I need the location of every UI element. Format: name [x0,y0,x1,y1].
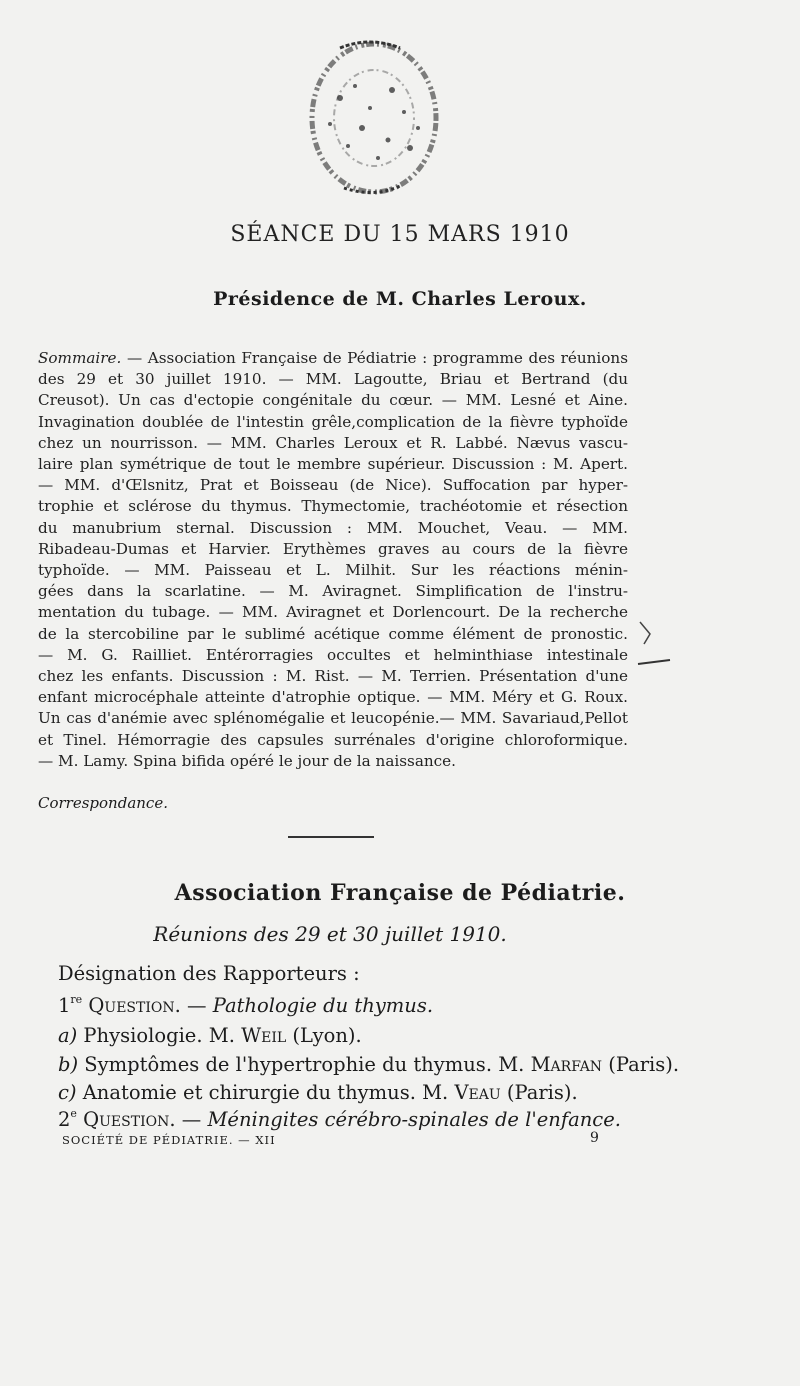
summary-line [38,645,628,666]
question-1-dash: — [180,994,213,1017]
summary-text: du manubrium sternal. Discussion : MM. Mouchet, Veau. — MM. [38,518,628,537]
summary-line [38,518,628,539]
library-stamp [300,28,450,200]
summary-text: — Association Française de Pédiatrie : programme des réunions [121,349,628,367]
question-2-sup: e [70,1106,77,1120]
summary-line [38,369,628,390]
session-title: SÉANCE DU 15 MARS 1910 [230,222,570,247]
designation-heading: Désignation des Rapporteurs : [58,962,360,985]
item-c-letter: c) [58,1081,77,1104]
correspondance-heading: Correspondance. [38,794,168,812]
question-1 [58,994,433,1017]
association-title: Association Française de Pédiatrie. [174,880,626,906]
summary-line [38,581,628,602]
summary-line [38,496,628,517]
question-2-number: 2 [58,1108,71,1131]
summary-text: Un cas d'anémie avec splénomégalie et leucopénie.— MM. Savariaud,Pellot [38,709,628,728]
summary-text: et Tinel. Hémorragie des capsules surrénales d'origine chloroformique. [38,730,628,749]
summary-line [38,412,628,433]
presidence-heading: Présidence de M. Charles Leroux. [213,288,587,310]
item-c [58,1081,578,1104]
summary-text: de la stercobiline par le sublimé acétique comme élément de pronostic. [38,624,628,643]
question-1-label: Question. [88,994,181,1017]
item-a-place: (Lyon). [286,1024,362,1047]
summary-line [38,454,628,475]
summary-text: mentation du tubage. — MM. Aviragnet et Dorlencourt. De la recherche [38,603,628,622]
item-b-name: Marfan [530,1053,603,1076]
summary-paragraph [38,348,628,772]
summary-line [38,624,628,645]
item-c-text: Anatomie et chirurgie du thymus. M. [76,1081,455,1104]
question-2-dash: — [175,1108,208,1131]
item-b-letter: b) [58,1053,79,1076]
summary-line [38,730,628,751]
section-divider [288,836,374,838]
summary-text: Invagination doublée de l'intestin grêle,complication de la fièvre typhoïde [38,412,628,431]
summary-text: typhoïde. — MM. Paisseau et L. Milhit. Sur les réactions ménin- [38,561,628,580]
summary-text: chez un nourrisson. — MM. Charles Leroux et R. Labbé. Nævus vascu- [38,433,628,452]
summary-line [38,666,628,687]
pencil-margin-mark [636,620,676,680]
summary-text: des 29 et 30 juillet 1910. — MM. Lagoutte, Briau et Bertrand (du [38,370,628,389]
summary-line [38,560,628,581]
question-2 [58,1108,621,1131]
question-1-sup: re [70,992,83,1006]
item-a-letter: a) [58,1024,78,1047]
summary-line [38,708,628,729]
item-c-place: (Paris). [500,1081,578,1104]
summary-text: — MM. d'Œlsnitz, Prat et Boisseau (de Nice). Suffocation par hyper- [38,476,628,495]
summary-text: Ribadeau-Dumas et Harvier. Erythèmes graves au cours de la fièvre [38,539,628,558]
item-a-name: Weil [241,1024,287,1047]
summary-text: — M. Lamy. Spina bifida opéré le jour de la naissance. [38,751,456,770]
item-a [58,1024,362,1047]
question-1-number: 1 [58,994,71,1017]
summary-text: gées dans la scarlatine. — M. Aviragnet. Simplification de l'instru- [38,582,628,601]
summary-text: — M. G. Railliet. Entérorragies occultes et helminthiase intestinale [38,645,628,664]
item-a-text: Physiologie. M. [77,1024,242,1047]
summary-line [38,433,628,454]
summary-line [38,539,628,560]
summary-text: trophie et sclérose du thymus. Thymectomie, trachéotomie et résection [38,497,628,516]
item-c-name: Veau [454,1081,501,1104]
summary-line [38,390,628,411]
summary-text: enfant microcéphale atteinte d'atrophie optique. — MM. Méry et G. Roux. [38,688,628,707]
reunions-subtitle: Réunions des 29 et 30 juillet 1910. [153,922,507,946]
page-number: 9 [590,1130,599,1146]
summary-text: laire plan symétrique de tout le membre supérieur. Discussion : M. Apert. [38,455,628,474]
summary-line [38,348,628,369]
question-2-title: Méningites cérébro-spinales de l'enfance. [207,1108,621,1131]
item-b [58,1053,679,1076]
sommaire-label: Sommaire. [38,349,122,367]
question-2-label: Question. [83,1108,176,1131]
summary-line [38,687,628,708]
summary-line [38,475,628,496]
running-footer: SOCIÉTÉ DE PÉDIATRIE. — XII [62,1133,276,1147]
item-b-text: Symptômes de l'hypertrophie du thymus. M. [78,1053,531,1076]
summary-line [38,751,628,772]
item-b-place: (Paris). [602,1053,680,1076]
question-1-title: Pathologie du thymus. [212,994,434,1017]
summary-line [38,602,628,623]
summary-text: Creusot). Un cas d'ectopie congénitale du cœur. — MM. Lesné et Aine. [38,391,628,410]
summary-text: chez les enfants. Discussion : M. Rist. — M. Terrien. Présentation d'une [38,667,628,686]
